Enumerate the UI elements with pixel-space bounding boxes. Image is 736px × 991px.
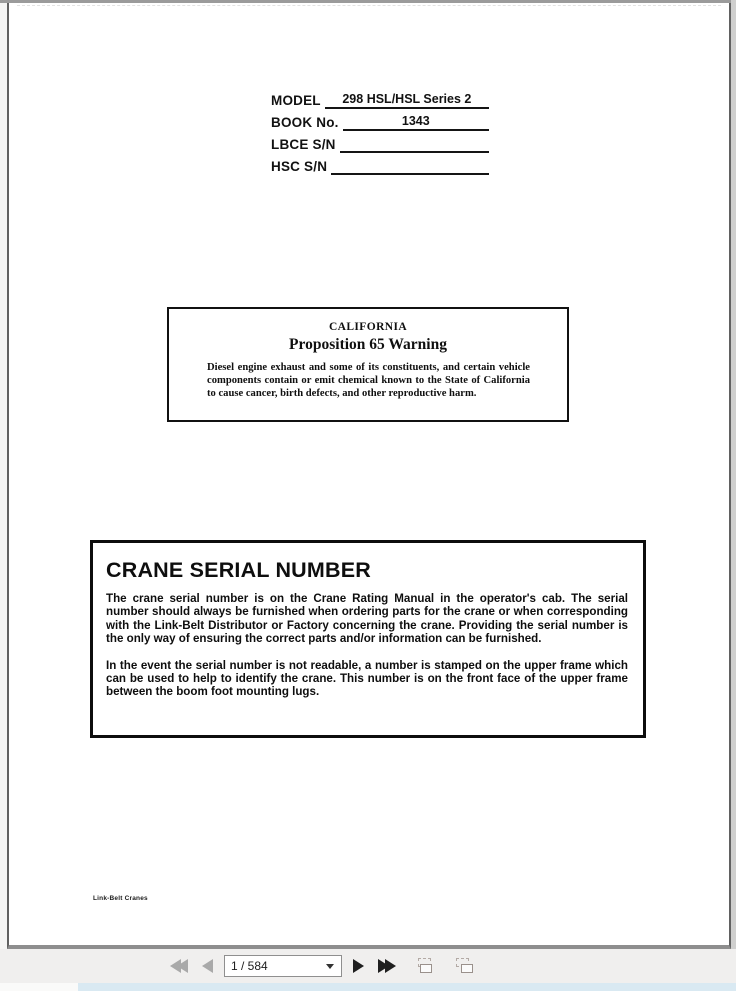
lbce-sn-label: LBCE S/N xyxy=(271,137,336,152)
link-belt-cranes-brand: Link-Belt Cranes xyxy=(93,895,148,902)
crane-serial-number-title: CRANE SERIAL NUMBER xyxy=(106,558,372,582)
overlapping-windows-icon xyxy=(416,957,437,975)
book-no-label: BOOK No. xyxy=(271,115,339,130)
hsc-sn-value xyxy=(331,160,489,175)
detach-view-button-1[interactable] xyxy=(409,954,444,978)
bottom-strip xyxy=(78,983,736,991)
california-title: CALIFORNIA xyxy=(328,321,408,333)
chevron-down-icon xyxy=(326,964,334,969)
scan-artifact-dashes xyxy=(17,5,721,6)
next-page-icon xyxy=(353,959,364,973)
model-label: MODEL xyxy=(271,93,321,108)
prop65-subtitle: Proposition 65 Warning xyxy=(289,336,447,353)
hsc-sn-field xyxy=(271,153,489,175)
page-navigation-controls xyxy=(166,949,482,983)
prop65-body-text: Diesel engine exhaust and some of its constituents, and certain vehicle components contain or emit chemical known to the State of California to cause cancer, birth defects, and other reproductive harm. xyxy=(207,362,530,399)
first-page-icon xyxy=(177,959,188,973)
page-number-combobox[interactable] xyxy=(224,955,342,977)
book-no-field xyxy=(271,109,489,131)
page-navigation-toolbar xyxy=(0,949,736,983)
model-info-block xyxy=(271,87,489,175)
last-page-button[interactable] xyxy=(374,954,400,978)
lbce-sn-field xyxy=(271,131,489,153)
model-value: 298 HSL/HSL Series 2 xyxy=(325,92,489,109)
detach-view-button-2[interactable] xyxy=(447,954,482,978)
crane-serial-number-box xyxy=(90,540,646,738)
california-warning-box xyxy=(167,307,569,422)
last-page-icon xyxy=(385,959,396,973)
model-field xyxy=(271,87,489,109)
hsc-sn-label: HSC S/N xyxy=(271,159,328,174)
page-indicator: 1 / 584 xyxy=(231,959,268,973)
viewer-right-margin xyxy=(731,0,736,949)
first-page-button[interactable] xyxy=(166,954,192,978)
next-page-button[interactable] xyxy=(349,954,368,978)
previous-page-button[interactable] xyxy=(198,954,217,978)
previous-page-icon xyxy=(202,959,213,973)
serial-number-paragraph-1: The crane serial number is on the Crane Rating Manual in the operator's cab. The serial number should always be furnished when ordering parts for the crane or when corresponding with the Link-Belt Distributor or Factory concerning the crane. Providing the serial number is the only way of ensuring the correct parts and/or information can be furnished. xyxy=(106,592,628,646)
serial-number-paragraph-2: In the event the serial number is not readable, a number is stamped on the upper frame which can be used to help to identify the crane. This number is on the front face of the upper frame between the boom foot mounting lugs. xyxy=(106,658,628,699)
overlapping-windows-icon xyxy=(454,957,475,975)
lbce-sn-value xyxy=(340,138,489,153)
document-page xyxy=(7,3,731,949)
book-no-value: 1343 xyxy=(343,114,489,131)
